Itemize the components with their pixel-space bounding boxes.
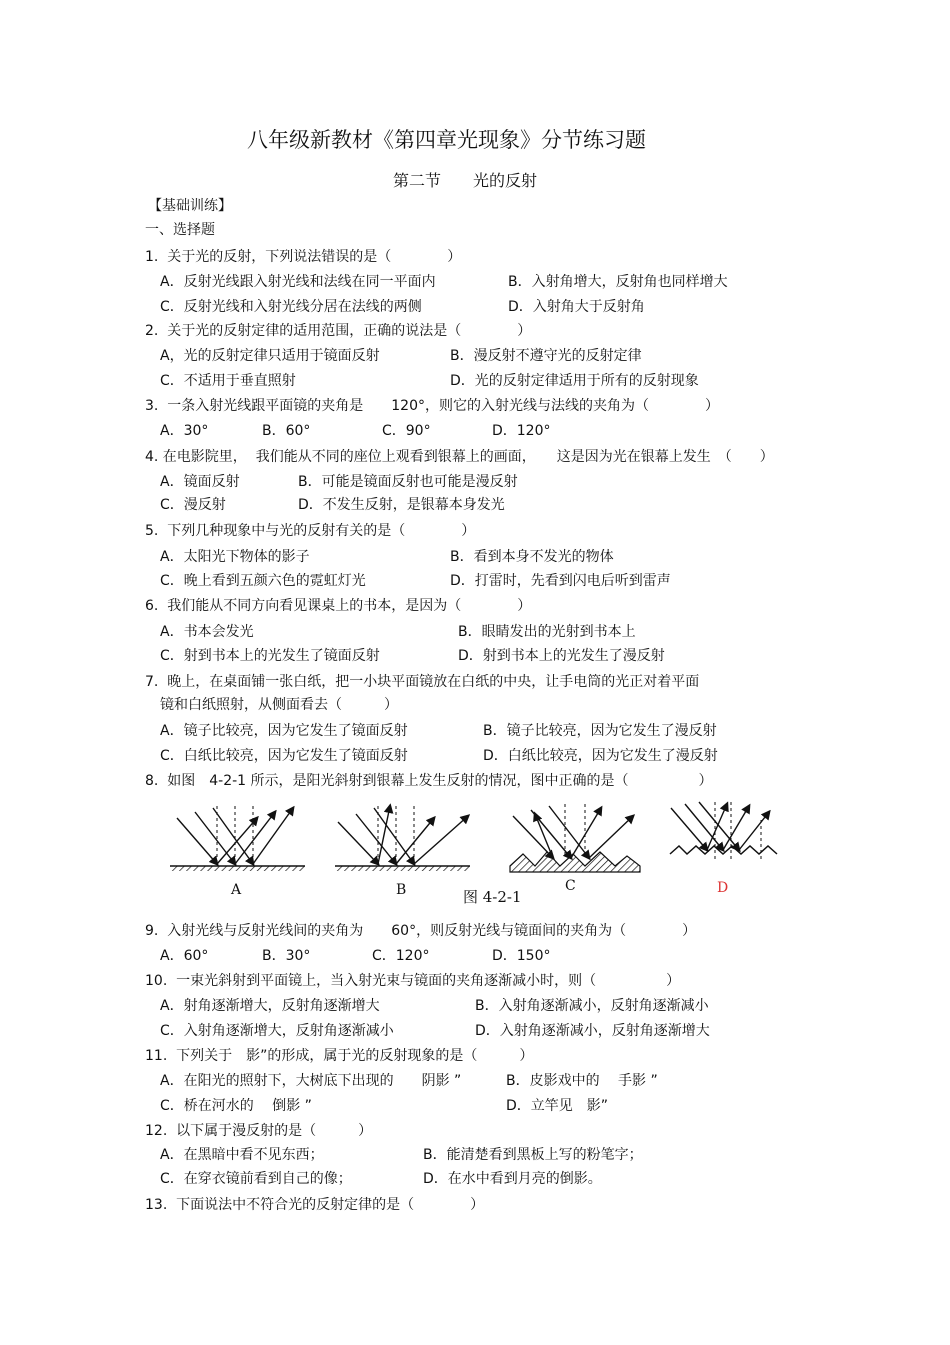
q5-option-b: B．看到本身不发光的物体 <box>450 549 614 565</box>
q7-option-c: C．白纸比较亮，因为它发生了镜面反射 <box>160 748 408 764</box>
question-7-cont: 镜和白纸照射，从侧面看去（ ） <box>160 697 398 713</box>
q4-option-a: A．镜面反射 <box>160 474 240 490</box>
q9-option-a: A．60° <box>160 948 209 964</box>
figure-d <box>670 802 777 896</box>
q10-option-a: A．射角逐渐增大，反射角逐渐增大 <box>160 998 380 1014</box>
q1-option-d: D．入射角大于反射角 <box>508 299 645 315</box>
question-8: 8. 如图 4-2-1 所示，是阳光斜射到银幕上发生反射的情况，图中正确的是（ ） <box>145 773 713 789</box>
q1-option-b: B．入射角增大，反射角也同样增大 <box>508 274 728 290</box>
question-11: 11. 下列关于 影”的形成，属于光的反射现象的是（ ） <box>145 1048 534 1064</box>
q9-option-d: D．150° <box>492 948 551 964</box>
q7-option-b: B．镜子比较亮，因为它发生了漫反射 <box>483 723 717 739</box>
question-10: 10. 一束光斜射到平面镜上，当入射光束与镜面的夹角逐渐减小时，则（ ） <box>145 973 681 989</box>
question-1: 1. 关于光的反射，下列说法错误的是（ ） <box>145 249 462 265</box>
q9-option-c: C．120° <box>372 948 430 964</box>
q3-option-c: C．90° <box>382 423 431 439</box>
q11-option-d: D．立竿见 影” <box>506 1098 609 1114</box>
q9-option-b: B．30° <box>262 948 311 964</box>
q2-option-d: D．光的反射定律适用于所有的反射现象 <box>450 373 699 389</box>
q3-option-d: D．120° <box>492 423 551 439</box>
figure-label-a: A <box>231 882 242 898</box>
q10-option-d: D．入射角逐渐减小，反射角逐渐增大 <box>475 1023 710 1039</box>
question-2: 2. 关于光的反射定律的适用范围，正确的说法是（ ） <box>145 323 532 339</box>
part-header: 一、选择题 <box>145 222 215 238</box>
question-9: 9. 入射光线与反射光线间的夹角为 60°，则反射光线与镜面间的夹角为（ ） <box>145 923 697 939</box>
q4-option-c: C．漫反射 <box>160 497 226 513</box>
q3-option-a: A．30° <box>160 423 209 439</box>
q12-option-d: D．在水中看到月亮的倒影。 <box>423 1171 602 1187</box>
section-title: 第二节 光的反射 <box>393 171 538 190</box>
q7-option-d: D．白纸比较亮，因为它发生了漫反射 <box>483 748 718 764</box>
q1-option-c: C．反射光线和入射光线分居在法线的两侧 <box>160 299 422 315</box>
q12-option-b: B．能清楚看到黑板上写的粉笔字； <box>423 1147 643 1163</box>
q4-option-d: D．不发生反射，是银幕本身发光 <box>298 497 505 513</box>
q10-option-b: B．入射角逐渐减小，反射角逐渐减小 <box>475 998 709 1014</box>
reflection-figure <box>165 800 785 908</box>
q3-option-b: B．60° <box>262 423 311 439</box>
q2-option-a: A，光的反射定律只适用于镜面反射 <box>160 348 380 364</box>
q5-option-c: C．晚上看到五颜六色的霓虹灯光 <box>160 573 366 589</box>
q7-option-a: A．镜子比较亮，因为它发生了镜面反射 <box>160 723 408 739</box>
question-5: 5. 下列几种现象中与光的反射有关的是（ ） <box>145 523 476 539</box>
figure-a <box>170 806 305 898</box>
figure-caption: 图 4-2-1 <box>463 888 522 906</box>
q11-option-c: C．桥在河水的 倒影 ” <box>160 1098 312 1114</box>
question-12: 12. 以下属于漫反射的是（ ） <box>145 1123 373 1139</box>
q12-option-c: C．在穿衣镜前看到自己的像； <box>160 1171 352 1187</box>
q12-option-a: A．在黑暗中看不见东西； <box>160 1147 324 1163</box>
q11-option-a: A．在阳光的照射下，大树底下出现的 阴影 ” <box>160 1073 462 1089</box>
q5-option-d: D．打雷时，先看到闪电后听到雷声 <box>450 573 671 589</box>
figure-b <box>335 806 470 898</box>
q2-option-c: C．不适用于垂直照射 <box>160 373 296 389</box>
q6-option-b: B．眼睛发出的光射到书本上 <box>458 624 636 640</box>
question-7: 7. 晚上，在桌面铺一张白纸，把一小块平面镜放在白纸的中央，让手电筒的光正对着平面 <box>145 674 700 690</box>
q6-option-a: A．书本会发光 <box>160 624 254 640</box>
figure-c <box>510 804 640 894</box>
page-title: 八年级新教材《第四章光现象》分节练习题 <box>247 128 646 152</box>
question-6: 6. 我们能从不同方向看见课桌上的书本，是因为（ ） <box>145 598 532 614</box>
q1-option-a: A．反射光线跟入射光线和法线在同一平面内 <box>160 274 436 290</box>
figure-label-b: B <box>396 882 407 898</box>
question-13: 13. 下面说法中不符合光的反射定律的是（ ） <box>145 1197 485 1213</box>
question-4: 4. 在电影院里， 我们能从不同的座位上观看到银幕上的画面， 这是因为光在银幕上发生 （ ） <box>145 449 774 465</box>
q5-option-a: A．太阳光下物体的影子 <box>160 549 310 565</box>
training-header: 【基础训练】 <box>148 198 232 214</box>
figure-label-d: D <box>717 880 729 896</box>
q10-option-c: C．入射角逐渐增大，反射角逐渐减小 <box>160 1023 394 1039</box>
question-3: 3. 一条入射光线跟平面镜的夹角是 120°，则它的入射光线与法线的夹角为（ ） <box>145 398 719 414</box>
q11-option-b: B．皮影戏中的 手影 ” <box>506 1073 658 1089</box>
q6-option-c: C．射到书本上的光发生了镜面反射 <box>160 648 380 664</box>
q6-option-d: D．射到书本上的光发生了漫反射 <box>458 648 665 664</box>
figure-label-c: C <box>565 878 576 894</box>
q2-option-b: B．漫反射不遵守光的反射定律 <box>450 348 642 364</box>
q4-option-b: B．可能是镜面反射也可能是漫反射 <box>298 474 518 490</box>
